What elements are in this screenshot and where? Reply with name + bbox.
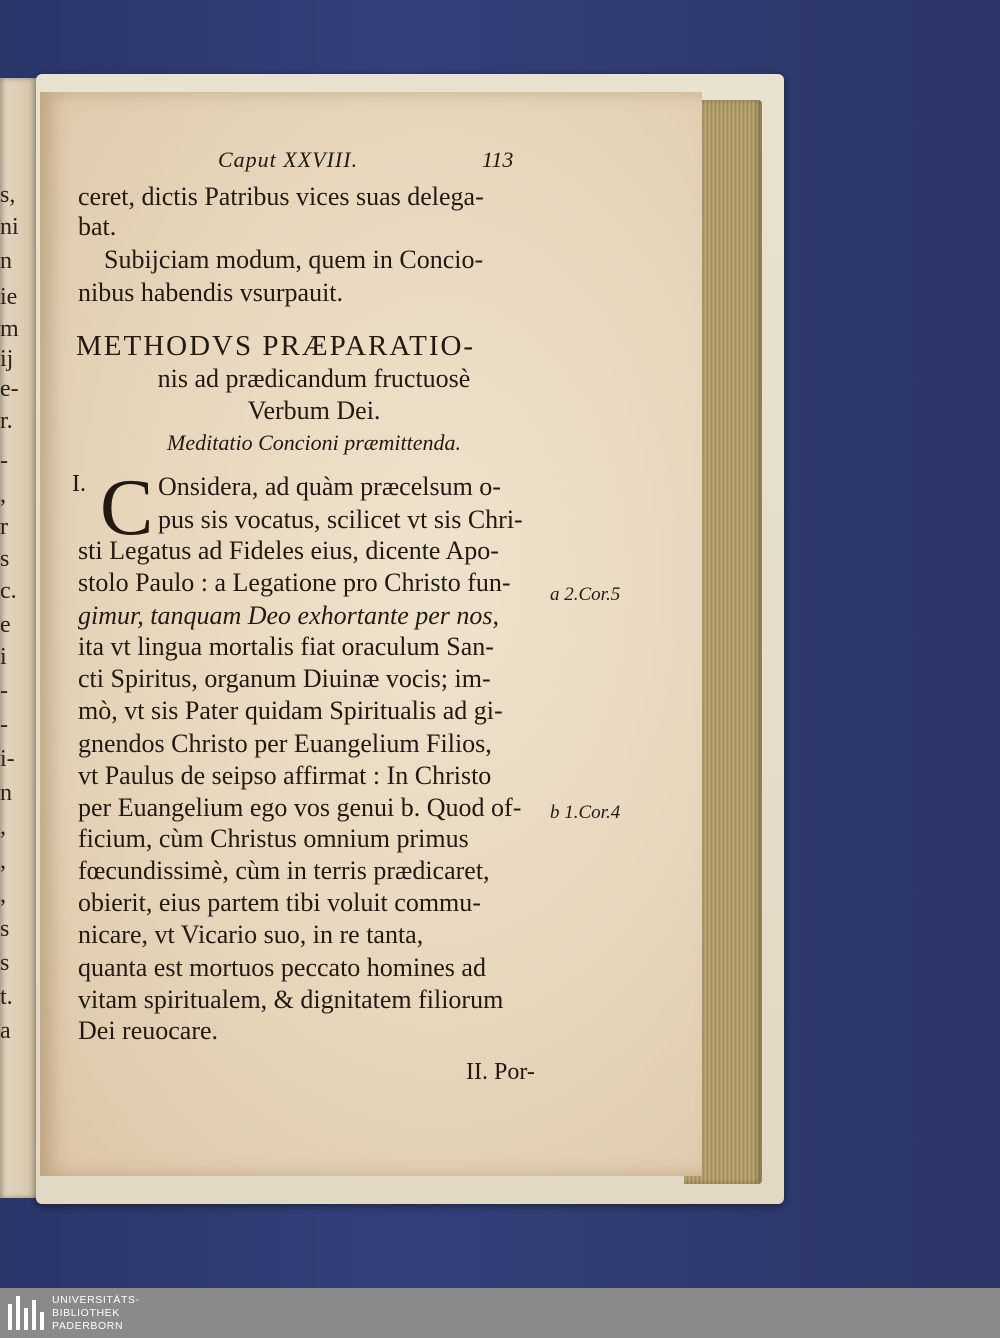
paragraph-line: vitam spiritualem, & dignitatem filiorum bbox=[78, 985, 504, 1014]
edge-text: a bbox=[0, 1018, 11, 1044]
text-line: Subijciam modum, quem in Concio- bbox=[104, 245, 484, 274]
edge-text: - bbox=[0, 712, 8, 738]
edge-text: i bbox=[0, 644, 7, 670]
edge-text: - bbox=[0, 448, 8, 474]
edge-text: t. bbox=[0, 984, 13, 1010]
edge-text: s bbox=[0, 916, 10, 942]
page-number: 113 bbox=[482, 147, 514, 172]
paragraph-line: ficium, cùm Christus omnium primus bbox=[78, 824, 469, 853]
margin-note: b 1.Cor.4 bbox=[550, 802, 621, 823]
edge-text: , bbox=[0, 482, 6, 508]
edge-text: ni bbox=[0, 214, 19, 240]
paragraph-line: gnendos Christo per Euangelium Filios, bbox=[78, 729, 492, 758]
edge-text: e bbox=[0, 612, 11, 638]
edge-text: - bbox=[0, 678, 8, 704]
edge-text: i- bbox=[0, 746, 15, 772]
paragraph-line: nicare, vt Vicario suo, in re tanta, bbox=[78, 920, 424, 949]
library-logo-icon bbox=[8, 1296, 44, 1330]
drop-initial: C bbox=[100, 464, 154, 552]
footer-line: BIBLIOTHEK bbox=[52, 1307, 120, 1319]
paragraph-line: fœcundissimè, cùm in terris prædicaret, bbox=[78, 856, 490, 885]
edge-text: , bbox=[0, 814, 6, 840]
footer-line: UNIVERSITÄTS- bbox=[52, 1294, 140, 1306]
edge-text: e- bbox=[0, 376, 19, 402]
paragraph-line: Onsidera, ad quàm præcelsum o- bbox=[158, 472, 501, 501]
edge-text: ij bbox=[0, 346, 14, 372]
section-number: I. bbox=[72, 471, 86, 497]
paragraph-line: quanta est mortuos peccato homines ad bbox=[78, 953, 486, 982]
section-title: Verbum Dei. bbox=[247, 396, 381, 425]
edge-text: c. bbox=[0, 578, 17, 604]
text-line: nibus habendis vsurpauit. bbox=[78, 278, 344, 307]
edge-text: m bbox=[0, 316, 19, 342]
edge-text: s bbox=[0, 546, 10, 572]
section-title: METHODVS PRÆPARATIO- bbox=[76, 330, 476, 362]
text-line: ceret, dictis Patribus vices suas delega- bbox=[78, 182, 484, 211]
paragraph-line: mò, vt sis Pater quidam Spiritualis ad gi- bbox=[78, 696, 503, 725]
edge-text: r bbox=[0, 514, 8, 540]
paragraph-line: vt Paulus de seipso affirmat : In Christo bbox=[78, 761, 492, 790]
edge-text: n bbox=[0, 780, 12, 806]
paragraph-line: stolo Paulo : a Legatione pro Christo fun- bbox=[78, 568, 511, 597]
paragraph-line: sti Legatus ad Fideles eius, dicente Apo- bbox=[78, 536, 499, 565]
paragraph-line: gimur, tanquam Deo exhortante per nos, bbox=[78, 601, 500, 630]
edge-text: s, bbox=[0, 182, 16, 208]
paragraph-line: per Euangelium ego vos genui b. Quod of- bbox=[78, 793, 522, 822]
running-title: Caput XXVIII. bbox=[218, 147, 359, 172]
edge-text: n bbox=[0, 248, 12, 274]
edge-text: , bbox=[0, 848, 6, 874]
paragraph-line: cti Spiritus, organum Diuinæ vocis; im- bbox=[78, 664, 491, 693]
edge-text: , bbox=[0, 882, 6, 908]
library-footer bbox=[0, 1288, 1000, 1338]
margin-note: a 2.Cor.5 bbox=[550, 584, 621, 605]
section-subtitle: Meditatio Concioni præmittenda. bbox=[167, 430, 461, 455]
paragraph-line: pus sis vocatus, scilicet vt sis Chri- bbox=[158, 505, 523, 534]
paragraph-line: obierit, eius partem tibi voluit commu- bbox=[78, 888, 481, 917]
catchword: II. Por- bbox=[466, 1059, 535, 1085]
edge-text: ie bbox=[0, 284, 18, 310]
edge-text: r. bbox=[0, 408, 13, 434]
paragraph-line: ita vt lingua mortalis fiat oraculum San- bbox=[78, 632, 494, 661]
footer-line: PADERBORN bbox=[52, 1320, 124, 1332]
edge-text: s bbox=[0, 950, 10, 976]
section-title: nis ad prædicandum fructuosè bbox=[157, 364, 471, 393]
paragraph-line: Dei reuocare. bbox=[78, 1016, 219, 1045]
text-line: bat. bbox=[78, 212, 117, 241]
